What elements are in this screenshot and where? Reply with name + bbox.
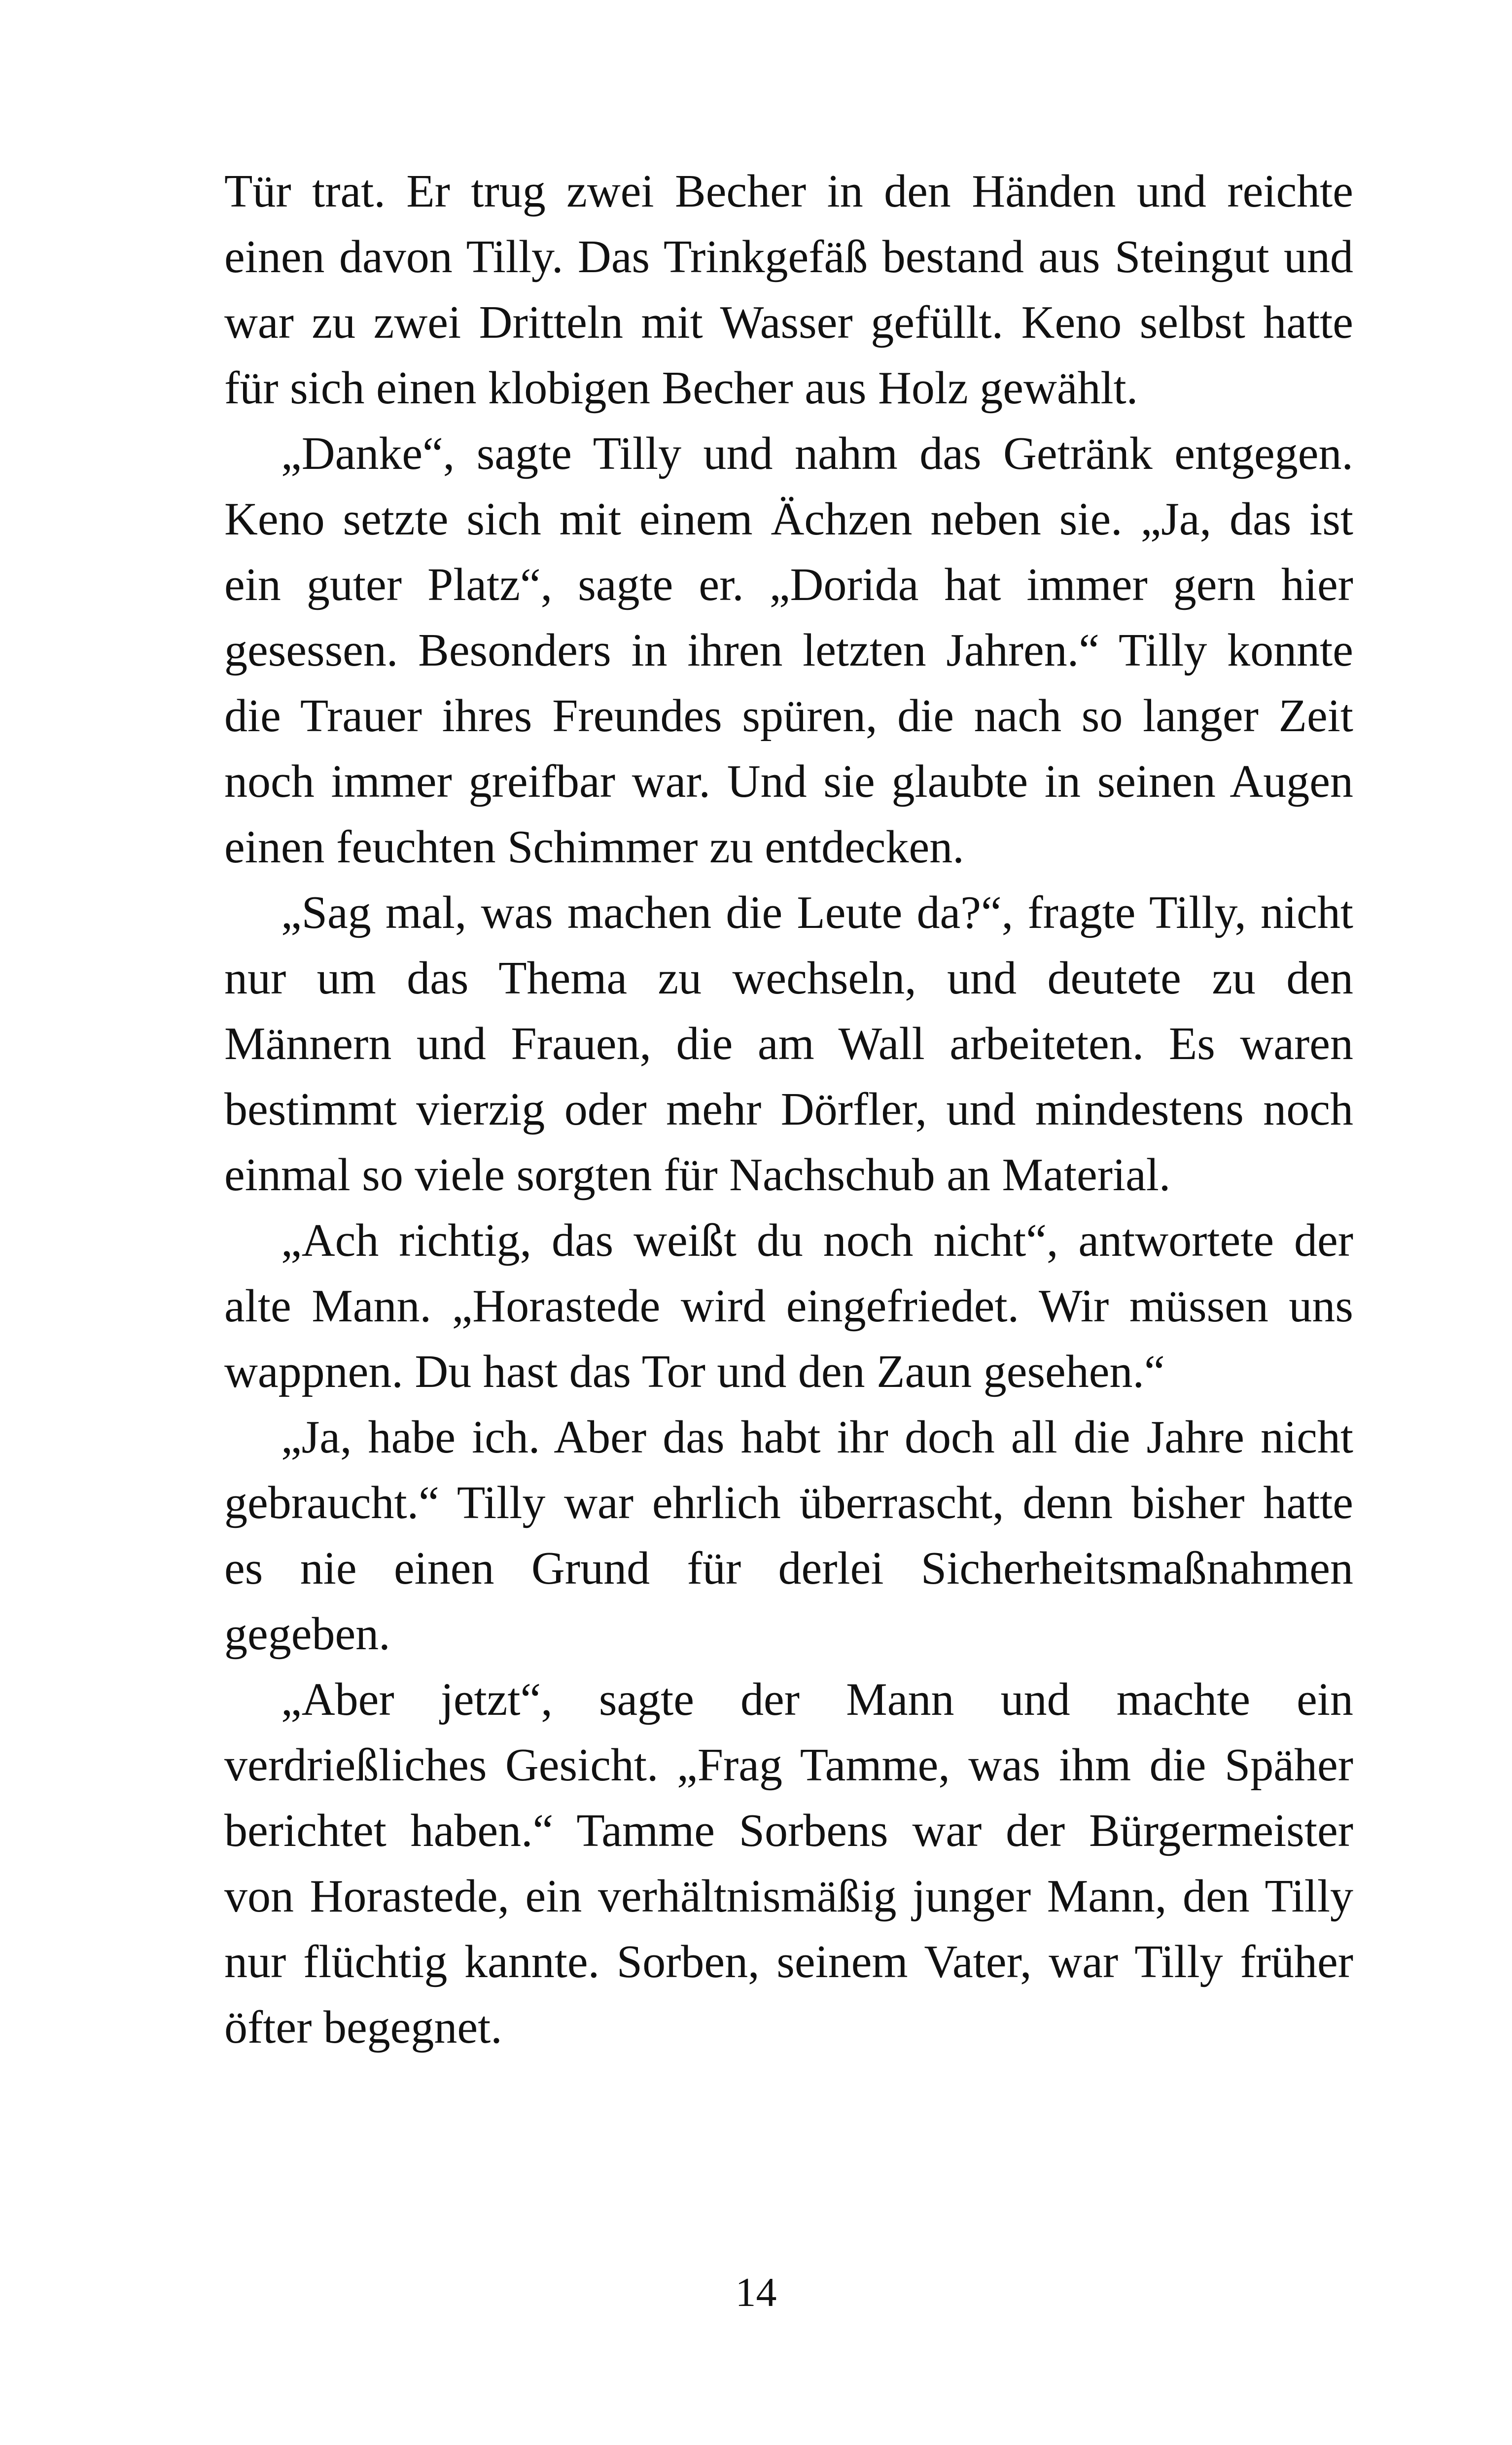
paragraph-1: Tür trat. Er trug zwei Becher in den Händen und reichte einen davon Tilly. Das Trinkgefäß bestand aus Steingut und war zu zwei Dritteln mit Wasser gefüllt. Keno selbst hatte für sich einen klobigen Becher aus Holz gewählt. bbox=[224, 166, 1353, 414]
page-number: 14 bbox=[735, 2269, 777, 2315]
paragraph-3: „Sag mal, was machen die Leute da?“, fragte Tilly, nicht nur um das Thema zu wechseln, und deutete zu den Männern und Frauen, die am Wall arbeiteten. Es waren bestimmt vierzig oder mehr Dörfler, und mindestens noch einmal so viele sorgten für Nachschub an Material. bbox=[224, 887, 1353, 1201]
body-text bbox=[224, 159, 1353, 2060]
paragraph-2: „Danke“, sagte Tilly und nahm das Getränk entgegen. Keno setzte sich mit einem Ächzen neben sie. „Ja, das ist ein guter Platz“, sagte er. „Dorida hat immer gern hier gesessen. Besonders in ihren letzten Jahren.“ Tilly konnte die Trauer ihres Freundes spüren, die nach so langer Zeit noch immer greifbar war. Und sie glaubte in seinen Augen einen feuchten Schimmer zu entdecken. bbox=[224, 428, 1353, 873]
paragraph-5: „Ja, habe ich. Aber das habt ihr doch all die Jahre nicht gebraucht.“ Tilly war ehrlich überrascht, denn bisher hatte es nie einen Grund für derlei Sicherheitsmaßnahmen gegeben. bbox=[224, 1412, 1353, 1660]
paragraph-6: „Aber jetzt“, sagte der Mann und machte ein verdrießliches Gesicht. „Frag Tamme, was ihm die Späher berichtet haben.“ Tamme Sorbens war der Bürgermeister von Horastede, ein verhältnismäßig junger Mann, den Tilly nur flüchtig kannte. Sorben, seinem Vater, war Tilly früher öfter begegnet. bbox=[224, 1674, 1353, 2053]
paragraph-4: „Ach richtig, das weißt du noch nicht“, antwortete der alte Mann. „Horastede wird eingefriedet. Wir müssen uns wappnen. Du hast das Tor und den Zaun gesehen.“ bbox=[224, 1215, 1353, 1397]
